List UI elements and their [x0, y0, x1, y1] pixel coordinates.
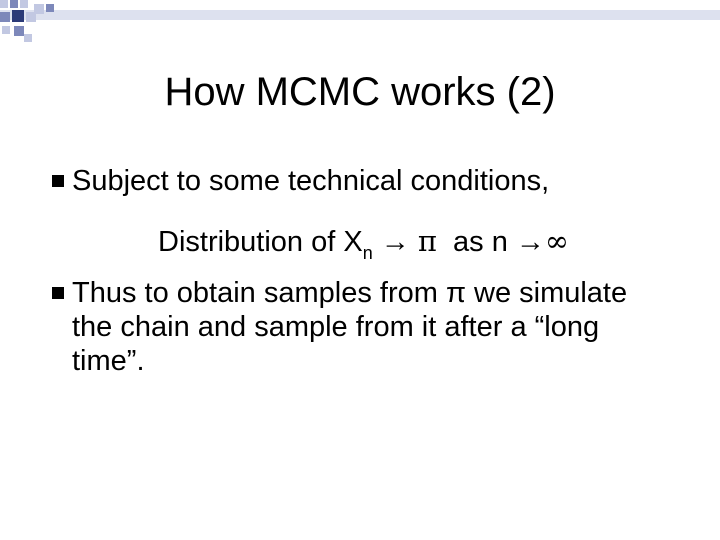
header-decoration	[0, 0, 720, 44]
bullet-marker	[52, 287, 64, 299]
formula	[158, 224, 569, 262]
bullet-line: Thus to obtain samples from π we simulate	[72, 277, 628, 309]
formula-subscript: n	[362, 243, 373, 263]
formula-variable: X	[343, 226, 363, 258]
formula-middle: as n	[436, 226, 516, 258]
bullet-text	[72, 276, 627, 378]
formula-arrow: →	[372, 226, 418, 258]
formula-arrow-2: →	[515, 226, 545, 258]
bullet-line: time”.	[72, 345, 145, 377]
slide-title: How MCMC works (2)	[164, 70, 556, 114]
formula-infinity: ∞	[544, 224, 570, 258]
bullet-text: Subject to some technical conditions,	[72, 165, 550, 197]
bullet-marker	[52, 175, 64, 187]
formula-prefix: Distribution of	[158, 226, 344, 258]
formula-pi: π	[417, 224, 437, 258]
bullet-line: the chain and sample from it after a “long	[72, 311, 600, 343]
